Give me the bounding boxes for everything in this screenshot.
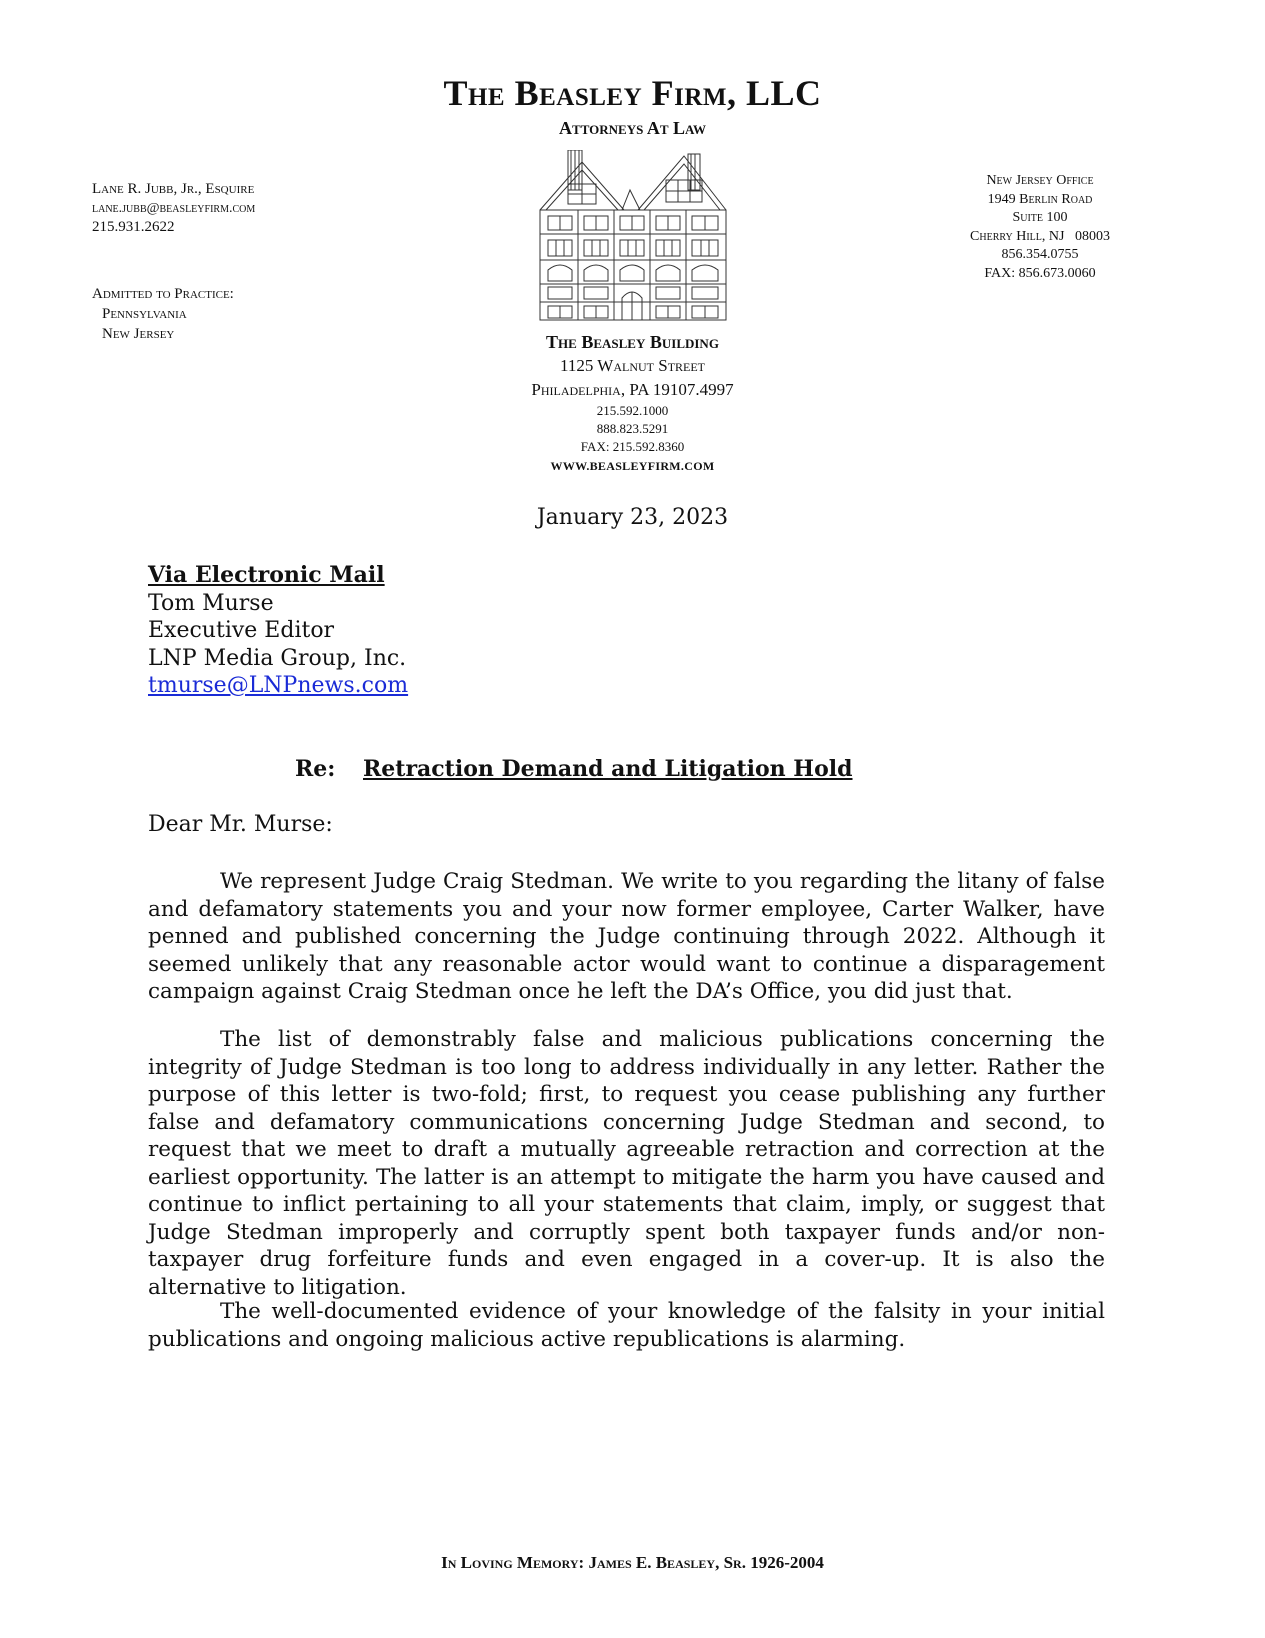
delivery-method: Via Electronic Mail <box>148 562 385 588</box>
recipient-email-link[interactable]: tmurse@LNPnews.com <box>148 673 409 698</box>
building-city: Philadelphia, PA 19107.4997 <box>531 380 734 399</box>
body-paragraph: The list of demonstrably false and malicious publications concerning the integrity of Judge Stedman is too long to address individually in any letter. Rather the purpose of this letter is two-fold; first, to request you cease publishing any further false and defamatory communications concerning Judge Stedman and second, to request that we meet to draft a mutually agreeable retraction and correction at the earliest opportunity. The latter is an attempt to mitigate the harm you have caused and continue to inflict pertaining to all your statements that claim, imply, or suggest that Judge Stedman improperly and corruptly spent both taxpayer funds and/or non-taxpayer drug forfeiture funds and even engaged in a cover-up. It is also the alternative to litigation. <box>148 1027 1105 1300</box>
attorney-name: Lane R. Jubb, Jr., Esquire <box>92 181 255 197</box>
nj-office-fax: FAX: 856.673.0060 <box>984 265 1096 281</box>
building-street: 1125 Walnut Street <box>559 356 706 375</box>
re-label: Re: <box>295 756 336 782</box>
building-name: The Beasley Building <box>546 332 719 352</box>
nj-office-suite: Suite 100 <box>1012 210 1068 225</box>
building-phone-tollfree: 888.823.5291 <box>596 421 669 436</box>
nj-office-address <box>930 172 1150 283</box>
recipient-company: LNP Media Group, Inc. <box>148 645 407 671</box>
firm-name: The Beasley Firm, LLC <box>443 73 822 113</box>
building-phone: 215.592.1000 <box>596 403 669 418</box>
attorney-phone: 215.931.2622 <box>92 219 175 235</box>
recipient-name: Tom Murse <box>148 590 274 616</box>
memorial-footer: In Loving Memory: James E. Beasley, Sr. 1926-2004 <box>441 1553 824 1572</box>
re-text: Retraction Demand and Litigation Hold <box>363 756 853 782</box>
body-paragraph: We represent Judge Craig Stedman. We write to you regarding the litany of false and defamatory statements you and your now former employee, Carter Walker, have penned and published concerning the Judge continuing through 2022. Although it seemed unlikely that any reasonable actor would want to continue a disparagement campaign against Craig Stedman once he left the DA’s Office, you did just that. <box>148 869 1105 1004</box>
building-fax: FAX: 215.592.8360 <box>580 439 685 454</box>
attorney-email: lane.jubb@beasleyfirm.com <box>92 201 256 216</box>
recipient-block <box>148 562 408 700</box>
body-paragraph: The well-documented evidence of your knowledge of the falsity in your initial publications and ongoing malicious active republications is alarming. <box>148 1299 1105 1352</box>
main-office-address <box>0 330 1265 476</box>
nj-office-phone: 856.354.0755 <box>1001 247 1079 262</box>
firm-website: WWW.BEASLEYFIRM.COM <box>550 459 715 473</box>
admitted-state: Pennsylvania <box>102 306 187 322</box>
admitted-state: New Jersey <box>102 326 175 342</box>
admitted-label: Admitted to Practice: <box>92 286 234 302</box>
salutation: Dear Mr. Murse: <box>148 812 333 837</box>
attorney-info <box>92 180 255 237</box>
subject-line <box>295 756 853 782</box>
nj-office-street: 1949 Berlin Road <box>987 191 1093 207</box>
nj-office-title: New Jersey Office <box>986 173 1094 188</box>
firm-tagline: Attorneys At Law <box>559 118 706 138</box>
nj-office-city: Cherry Hill, NJ 08003 <box>970 228 1110 244</box>
recipient-title: Executive Editor <box>148 618 335 643</box>
beasley-building-illustration <box>538 150 728 322</box>
letter-date: January 23, 2023 <box>536 505 729 530</box>
